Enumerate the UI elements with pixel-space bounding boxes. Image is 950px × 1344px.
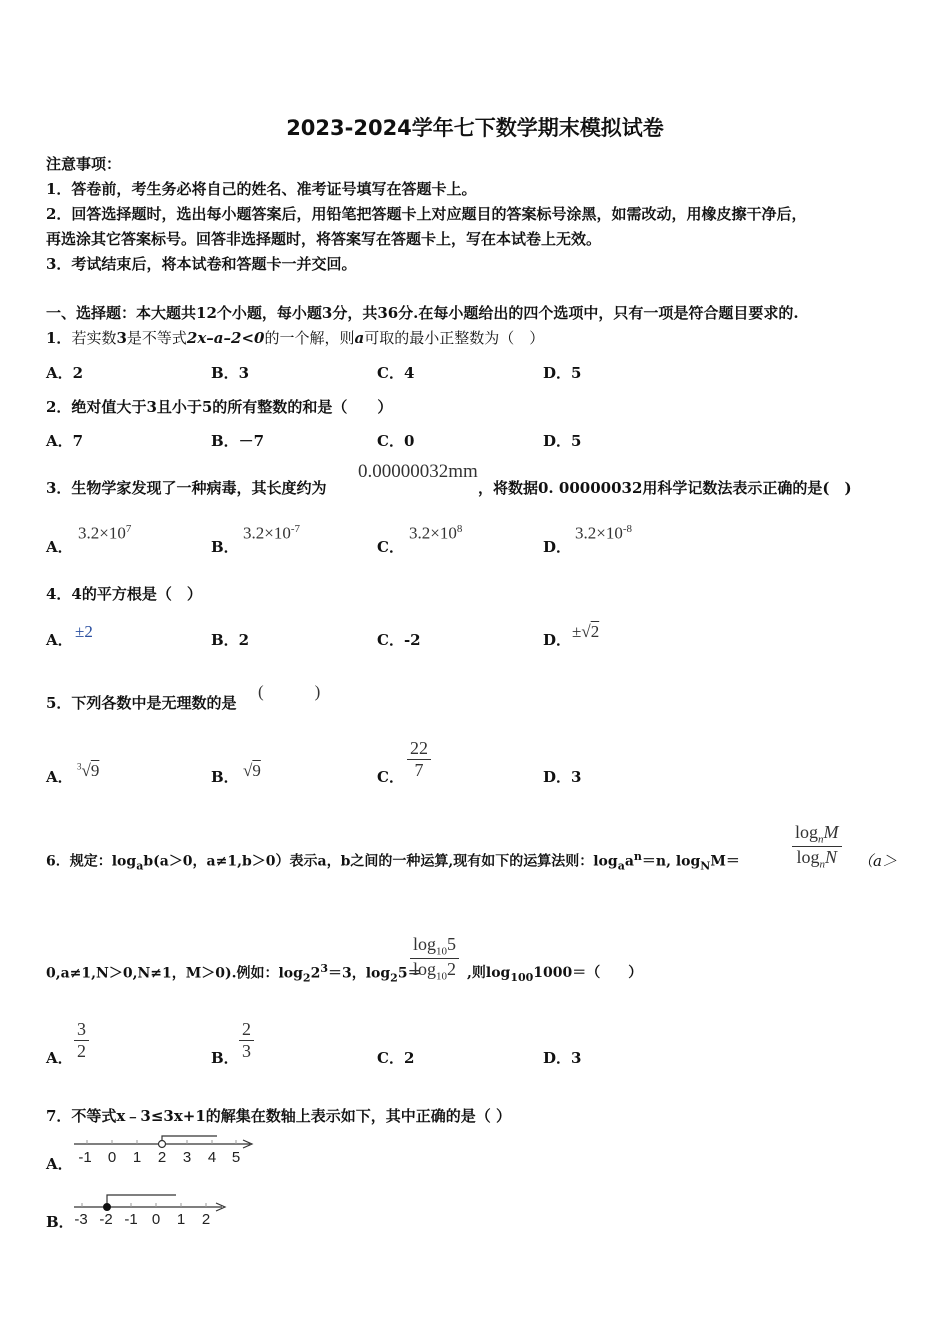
notice-heading: 注意事项：	[46, 155, 122, 173]
option-b[interactable]: B．	[211, 538, 239, 556]
tick-label: -3	[74, 1211, 88, 1226]
option-a[interactable]: A．2	[46, 364, 84, 382]
q1-text: 可取的最小正整数为（ ）	[364, 329, 545, 347]
tick-label: 1	[176, 1211, 186, 1226]
solution-ray	[162, 1136, 217, 1144]
question-2: 2．绝对值大于3且小于5的所有整数的和是（ ）	[46, 398, 393, 416]
option-a[interactable]: A．	[46, 768, 73, 786]
question-6-line1: 6．规定：$\log_ab(a>0$，a≠1,b＞0）表示a，b之间的一种运算,现有如下的运算法则：$\log_aa^n=n$, $\log_NM=$	[46, 850, 740, 873]
option-b[interactable]: B．	[211, 768, 239, 786]
virus-length: 0.00000032mm	[358, 461, 478, 482]
open-endpoint	[159, 1141, 166, 1148]
question-number: 1．	[46, 329, 72, 347]
option-b-value: $3.2\times 10^{-7}$	[243, 523, 301, 543]
tick-label: 1	[132, 1149, 142, 1166]
question-1	[46, 327, 544, 348]
option-d[interactable]: D．3	[543, 1049, 582, 1067]
option-c[interactable]: C．4	[377, 364, 415, 382]
q1-text: 的一个解，则	[264, 329, 355, 347]
tick-label: -1	[78, 1149, 92, 1166]
question-6-tail: （a＞	[858, 852, 897, 870]
option-b[interactable]: B．	[211, 1049, 239, 1067]
option-d[interactable]: D．5	[543, 364, 582, 382]
question-6-line2: 0,a≠1,N＞0,N≠1，M＞0).例如：$\log_22^3=3$，$\log_25=$	[46, 962, 422, 985]
solution-ray	[107, 1195, 176, 1207]
question-3-text: ，将数据0. 00000032用科学记数法表示正确的是( )	[478, 479, 852, 497]
option-d[interactable]: D．	[543, 631, 572, 649]
question-3-text: 3．生物学家发现了一种病毒，其长度约为	[46, 479, 327, 497]
option-c[interactable]: C．0	[377, 432, 415, 450]
option-b[interactable]: B．－7	[211, 432, 265, 450]
option-b[interactable]: B．	[46, 1213, 74, 1231]
fraction-2-3: $\frac{2}{3}$	[239, 1019, 254, 1062]
fraction-3-2: $\frac{3}{2}$	[74, 1019, 89, 1062]
option-a[interactable]: A．	[46, 538, 73, 556]
q1-variable: a	[354, 329, 365, 347]
option-a[interactable]: A．7	[46, 432, 84, 450]
option-c[interactable]: C．2	[377, 1049, 415, 1067]
tick-label: 2	[157, 1149, 167, 1166]
notice-item: 再选涂其它答案标号。回答非选择题时，将答案写在答题卡上，写在本试卷上无效。	[46, 230, 602, 248]
tick-label: -2	[99, 1211, 113, 1226]
tick-label: 5	[231, 1149, 241, 1166]
option-a[interactable]: A．	[46, 1049, 73, 1067]
notice-item: 2．回答选择题时，选出每小题答案后，用铅笔把答题卡上对应题目的答案标号涂黑，如需改动，用橡皮擦干净后，	[46, 205, 807, 223]
tick-label: 2	[201, 1211, 211, 1226]
question-4: 4．4的平方根是（ ）	[46, 585, 202, 603]
q1-text: 是不等式	[126, 329, 187, 347]
cube-root-9: $^3$√9	[77, 761, 100, 780]
option-d[interactable]: D．	[543, 538, 572, 556]
sqrt-9: √9	[243, 761, 261, 780]
option-a-value: $3.2\times 10^7$	[78, 523, 132, 543]
number-line-b	[70, 1190, 235, 1226]
option-d[interactable]: D．3	[543, 768, 582, 786]
tick-label: 3	[182, 1149, 192, 1166]
fraction-22-7: $\frac{22}{7}$	[407, 738, 431, 781]
number-line-a	[70, 1133, 260, 1167]
example-fraction: $\frac{\log_{10}5}{\log_{10}2}$	[410, 934, 459, 982]
option-d-value: $3.2\times 10^{-8}$	[575, 523, 633, 543]
option-c[interactable]: C．-2	[377, 631, 421, 649]
tick-label: 4	[207, 1149, 217, 1166]
tick-label: 0	[107, 1149, 117, 1166]
option-c[interactable]: C．	[377, 538, 404, 556]
option-d[interactable]: D．5	[543, 432, 582, 450]
question-6-line2-tail: ,则$\log_{100}1000=$（ ）	[467, 965, 643, 984]
q1-expression: 2x–a–2<0	[186, 329, 265, 347]
closed-endpoint	[104, 1204, 111, 1211]
q1-value: 3	[116, 329, 127, 347]
option-a[interactable]: A．	[46, 1155, 73, 1173]
option-b[interactable]: B．3	[211, 364, 250, 382]
option-c[interactable]: C．	[377, 768, 404, 786]
option-c-value: $3.2\times 10^8$	[409, 523, 463, 543]
option-d-value: ±√2	[572, 622, 600, 641]
question-5-paren: ( )	[258, 682, 321, 701]
tick-label: 0	[151, 1211, 161, 1226]
question-5: 5．下列各数中是无理数的是	[46, 694, 237, 712]
notice-item: 3．考试结束后，将本试卷和答题卡一并交回。	[46, 255, 357, 273]
notice-item: 1．答卷前，考生务必将自己的姓名、准考证号填写在答题卡上。	[46, 180, 477, 198]
option-b[interactable]: B．2	[211, 631, 250, 649]
tick-label: -1	[124, 1211, 138, 1226]
question-7: 7．不等式x﹣3≤3x+1的解集在数轴上表示如下，其中正确的是（ ）	[46, 1107, 511, 1125]
q1-text: 若实数	[71, 329, 117, 347]
log-change-of-base-fraction: $\frac{\log_nM}{\log_nN}$	[792, 822, 842, 870]
option-a[interactable]: A．	[46, 631, 73, 649]
section-heading: 一、选择题：本大题共12个小题，每小题3分，共36分.在每小题给出的四个选项中，只有一项是符合题目要求的.	[46, 304, 799, 322]
option-a-value: ±2	[75, 622, 93, 641]
page-title: 2023-2024学年七下数学期末模拟试卷	[286, 116, 664, 140]
